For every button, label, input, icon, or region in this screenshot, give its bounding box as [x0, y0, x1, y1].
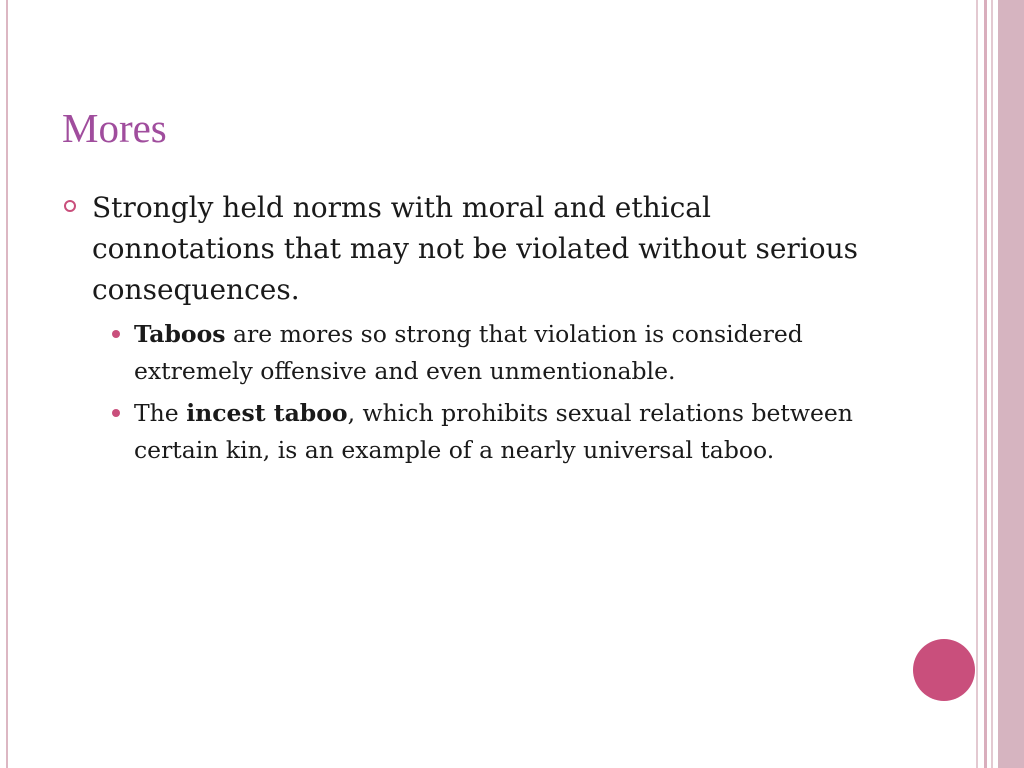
slide-body [64, 187, 864, 474]
sub-bullet-term: Taboos [134, 320, 226, 348]
sub-bullet-item [92, 395, 864, 468]
sub-bullet-lead: The [134, 399, 187, 427]
stripe-4 [998, 0, 1024, 768]
left-border-line [6, 0, 8, 768]
stripe-1 [976, 0, 978, 768]
stripe-2 [984, 0, 987, 768]
decorative-stripes [976, 0, 1024, 768]
dot-bullet-icon [112, 330, 120, 338]
sub-bullet-term: incest taboo [186, 399, 348, 427]
dot-bullet-icon [112, 409, 120, 417]
slide-title: Mores [62, 105, 167, 151]
decorative-circle [913, 639, 975, 701]
sub-bullet-item [92, 316, 864, 389]
main-bullet-item [64, 187, 864, 468]
sub-bullet-text: , which prohibits sexual relations between certain kin, is an example of a nearly universal taboo. [134, 399, 853, 464]
sub-bullet-list [92, 316, 864, 468]
ring-bullet-icon [64, 200, 76, 212]
sub-bullet-text: are mores so strong that violation is considered extremely offensive and even unmentionable. [134, 320, 803, 385]
main-bullet-text: Strongly held norms with moral and ethical connotations that may not be violated without serious consequences. [92, 191, 859, 306]
stripe-3 [991, 0, 993, 768]
